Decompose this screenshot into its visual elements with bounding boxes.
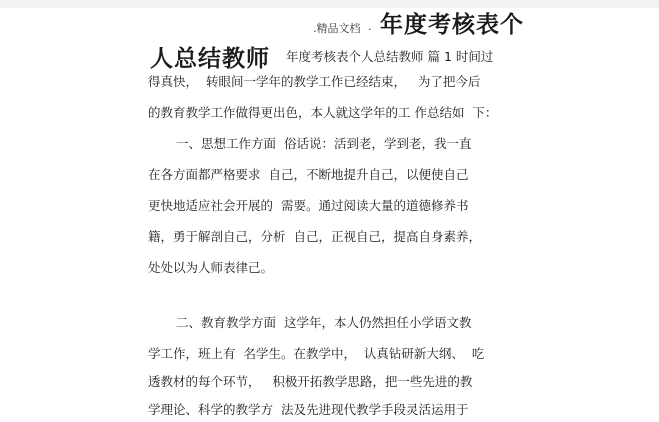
body-line-5: 更快地适应社会开展的 需要。通过阅读大量的道德修养书 (148, 198, 469, 213)
body-line-10: 透教材的每个环节， 积极开拓教学思路，把一些先进的教 (148, 374, 473, 389)
body-line-4: 在各方面都严格要求 自己，不断地提升自己，以便使自己 (148, 167, 469, 182)
header-dot: . (368, 20, 372, 33)
body-line-11: 学理论、科学的教学方 法及先进现代教学手段灵活运用于 (148, 402, 469, 417)
body-line-3: 一、思想工作方面 俗话说：活到老，学到老，我一直 (176, 136, 472, 151)
title-line-1: 年度考核表个 (380, 12, 524, 38)
body-line-8: 二、教育教学方面 这学年，本人仍然担任小学语文教 (176, 315, 472, 330)
title-line-2: 人总结教师 (150, 46, 270, 72)
title-subline: 年度考核表个人总结教师 篇 1 时间过 (286, 49, 494, 64)
body-line-6: 籍，勇于解剖自己，分析 自己，正视自己，提高自身素养， (148, 229, 481, 244)
body-line-7: 处处以为人师表律己。 (148, 260, 274, 275)
body-line-9: 学工作，班上有 名学生。在教学中， 认真钻研新大纲、 吃 (148, 346, 485, 361)
body-line-1: 得真快， 转眼间一学年的教学工作已经结束， 为了把今后 (148, 74, 481, 89)
header-label: .精品文档 (313, 22, 361, 35)
body-line-2: 的教育教学工作做得更出色，本人就这学年的工 作总结如 下： (148, 105, 498, 120)
